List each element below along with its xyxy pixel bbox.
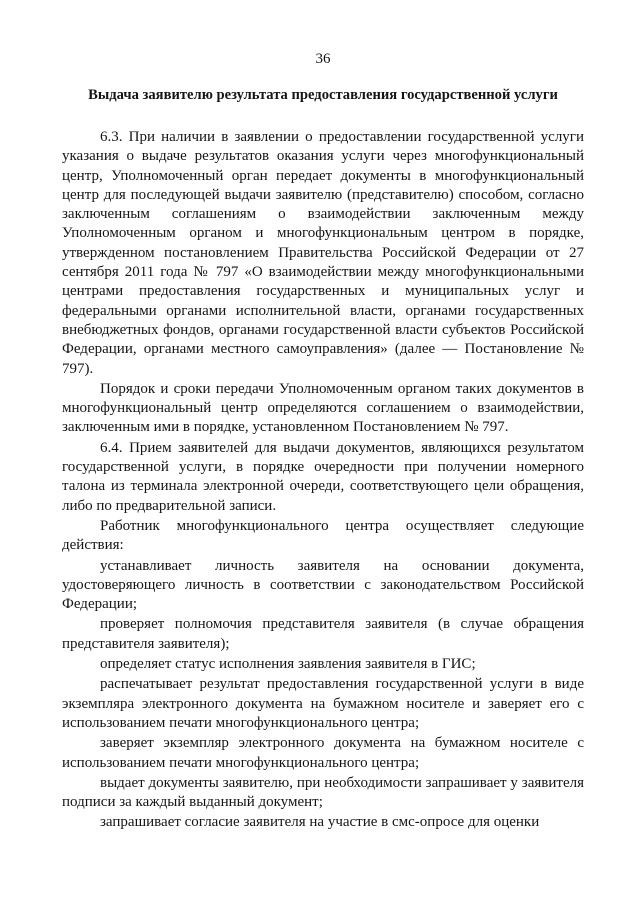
action-print-result: распечатывает результат предоставления государственной услуги в виде экземпляра электронного документа на бумажном носителе и заверяет его с использованием печати многофункционального центра; [62, 676, 584, 731]
action-certify-copy: заверяет экземпляр электронного документа на бумажном носителе с использованием печати многофункционального центра; [62, 735, 584, 771]
action-issue-documents: выдает документы заявителю, при необходимости запрашивает у заявителя подписи за каждый выданный документ; [62, 774, 584, 811]
paragraph-6-4: 6.4. Прием заявителей для выдачи документов, являющихся результатом государственной услуги, в порядке очередности при получении номерного талона из терминала электронной очереди, соответствующего цели обращения, либо по предварительной записи. [62, 439, 584, 514]
action-check-authority: проверяет полномочия представителя заявителя (в случае обращения представителя заявителя); [62, 616, 584, 652]
section-title: Выдача заявителю результата предоставления государственной услуги [88, 87, 558, 103]
action-identify: устанавливает личность заявителя на основании документа, удостоверяющего личность в соответствии с законодательством Российской Федерации; [62, 557, 584, 613]
page-number: 36 [315, 51, 331, 67]
paragraph-worker-actions: Работник многофункционального центра осуществляет следующие действия: [62, 517, 584, 554]
action-determine-status: определяет статус исполнения заявления заявителя в ГИС; [100, 656, 476, 673]
document-page [62, 50, 584, 834]
paragraph-transfer-order: Порядок и сроки передачи Уполномоченным органом таких документов в многофункциональный центр определяются соглашением о взаимодействии, заключенным ими в порядке, установленном Постановлением № 797. [62, 380, 584, 436]
paragraph-6-3: 6.3. При наличии в заявлении о предоставлении государственной услуги указания о выдаче результатов оказания услуги через многофункциональный центр, Уполномоченный орган передает документы в многофункциональный центр для последующей выдачи заявителю (представителю) способом, согласно заключенным соглашениям о взаимодействии заключенным между Уполномоченным органом и многофункциональным центром в порядке, утвержденном постановлением Правительства Российской Федерации от 27 сентября 2011 года № 797 «О взаимодействии между многофункциональными центрами предоставления государственных и муниципальных услуг и федеральными органами исполнительной власти, органами государственных внебюджетных фондов, органами государственной власти субъектов Российской Федерации, органами местного самоуправления» (далее — Постановление № 797). [62, 129, 584, 377]
action-request-consent: запрашивает согласие заявителя на участие в смс-опросе для оценки [100, 814, 540, 831]
